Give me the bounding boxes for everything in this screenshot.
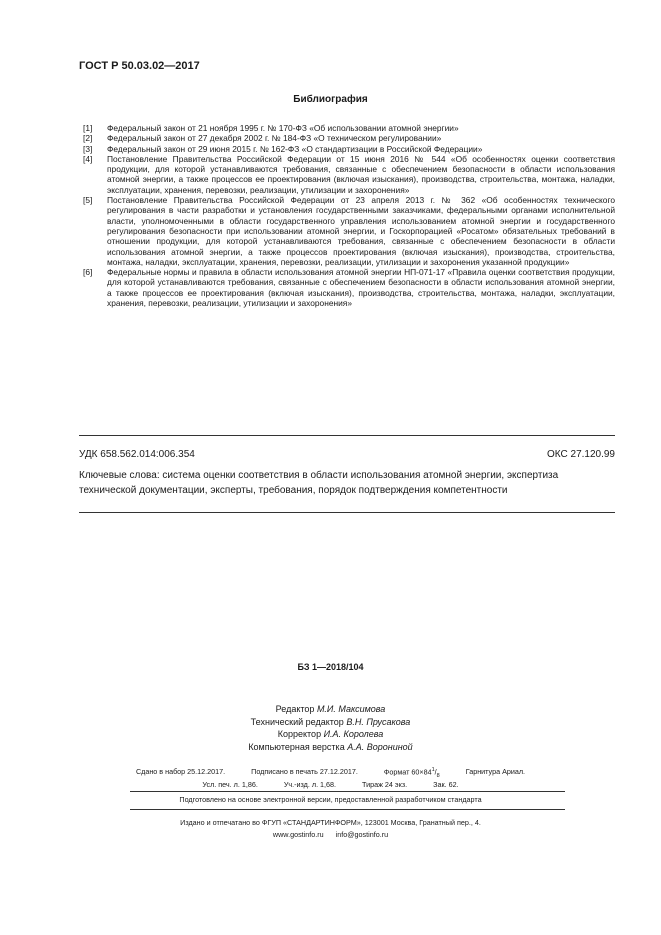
typeface: Гарнитура Ариал. [465, 767, 526, 776]
bibliography-item [83, 154, 615, 195]
order-number: Зак. 62. [433, 780, 459, 789]
staff-role: Технический редактор [250, 716, 344, 727]
signed-date: Подписано в печать 27.12.2017. [251, 767, 358, 776]
publication-row-1 [0, 767, 661, 779]
staff-line [0, 741, 661, 754]
bibliography-item-number: [1] [83, 123, 93, 133]
editorial-staff [0, 703, 661, 753]
bibliography-item-text: Федеральный закон от 21 ноября 1995 г. № 170-ФЗ «Об использовании атомной энергии» [107, 123, 459, 133]
bibliography-item [83, 144, 615, 154]
circulation: Тираж 24 экз. [362, 780, 408, 789]
submitted-date: Сдано в набор 25.12.2017. [135, 767, 226, 776]
bibliography-item [83, 195, 615, 267]
paper-format: Формат $60\times 84^1/_8$ [383, 767, 440, 779]
classification-row [79, 449, 615, 460]
standard-code: ГОСТ Р 50.03.02—2017 [79, 60, 200, 72]
bibliography-item [83, 123, 615, 133]
bibliography-item-number: [4] [83, 153, 93, 164]
bibliography-item-text: Федеральный закон от 29 июня 2015 г. № 162-ФЗ «О стандартизации в Российской Федерации» [107, 143, 483, 154]
bibliography-item-text: Постановление Правительства Российской Федерации от 15 июня 2016 № 544 «Об особенностях оценки соответствия продукции, для которой устанавливаются требования, связанные с обеспечением безопасности в области использования атомной энергии, а также процессов ее проектирования (включая изыскания), производства, строительства, монтажа, наладки, эксплуатации, хранения, перевозки, реализации, утилизации и захоронения» [107, 153, 615, 195]
email-link[interactable]: info@gostinfo.ru [335, 830, 389, 839]
staff-name: М.И. Максимова [316, 704, 386, 714]
udk-code: УДК 658.562.014:006.354 [79, 449, 195, 460]
bibliography-item-text: Постановление Правительства Российской Федерации от 23 апреля 2013 г. № 362 «Об особенностях технического регулирования в части разработки и установления государственными заказчиками, федеральными органами исполнительной власти, уполномоченными в области государственного управления использованием атомной энергии и государственного регулирования безопасности при использовании атомной энергии, и Госкорпорацией «Росатом» обязательных требований в отношении продукции, для которой устанавливаются требования, связанные с обеспечением безопасности в области использования атомной энергии, а также процессов проектирования (включая изыскания), производства, строительства, монтажа, наладки, эксплуатации, хранения, перевозки, реализации, утилизации и захоронения указанной продукции» [107, 195, 615, 267]
prepared-note: Подготовлено на основе электронной версии, предоставленной разработчиком стандарта [179, 795, 482, 804]
bibliography-item-number: [5] [83, 195, 93, 206]
staff-name: А.А. Ворониной [347, 741, 413, 752]
divider [79, 512, 615, 513]
website-link[interactable]: www.gostinfo.ru [272, 830, 324, 839]
edu-sheets: Уч.-изд. л. 1,68. [283, 780, 337, 789]
publication-row-2 [0, 780, 661, 789]
bibliography-item-number: [2] [83, 133, 93, 144]
bibliography-title: Библиография [293, 94, 368, 105]
publisher-info: Издано и отпечатано во ФГУП «СТАНДАРТИНФОРМ», 123001 Москва, Гранатный пер., 4. [180, 818, 481, 827]
bibliography-item-number: [3] [83, 143, 93, 154]
oks-code: ОКС 27.120.99 [547, 449, 615, 460]
bibliography-list [83, 123, 615, 308]
staff-role: Компьютерная верстка [248, 741, 345, 752]
bz-number: БЗ 1—2018/104 [297, 662, 364, 672]
bibliography-item-text: Федеральный закон от 27 декабря 2002 г. № 184-ФЗ «О техническом регулировании» [107, 133, 442, 144]
bibliography-item-text: Федеральные нормы и правила в области использования атомной энергии НП-071-17 «Правила оценки соответствия продукции, для которой устанавливаются требования, связанные с обеспечением безопасности в области использования атомной энергии, а также процессов ее проектирования (включая изыскания), производства, строительства, монтажа, наладки, эксплуатации, хранения, перевозки, реализации, утилизации и захоронения» [107, 267, 615, 309]
staff-role: Редактор [275, 704, 315, 714]
staff-name: И.А. Королева [323, 729, 384, 739]
divider [130, 791, 565, 792]
staff-role: Корректор [277, 729, 322, 739]
bibliography-item [83, 267, 615, 308]
staff-line [0, 716, 661, 729]
keywords: Ключевые слова: система оценки соответствия в области использования атомной энергии, экспертиза технической документации, эксперты, требования, порядок подтверждения компетентности [79, 470, 559, 496]
print-sheets: Усл. печ. л. 1,86. [202, 780, 258, 789]
staff-name: В.Н. Прусакова [346, 716, 411, 727]
publisher-contacts [0, 830, 661, 839]
bibliography-item-number: [6] [83, 267, 93, 278]
staff-line [0, 703, 661, 716]
divider [130, 809, 565, 810]
bibliography-item [83, 133, 615, 143]
staff-line [0, 728, 661, 741]
divider [79, 435, 615, 436]
